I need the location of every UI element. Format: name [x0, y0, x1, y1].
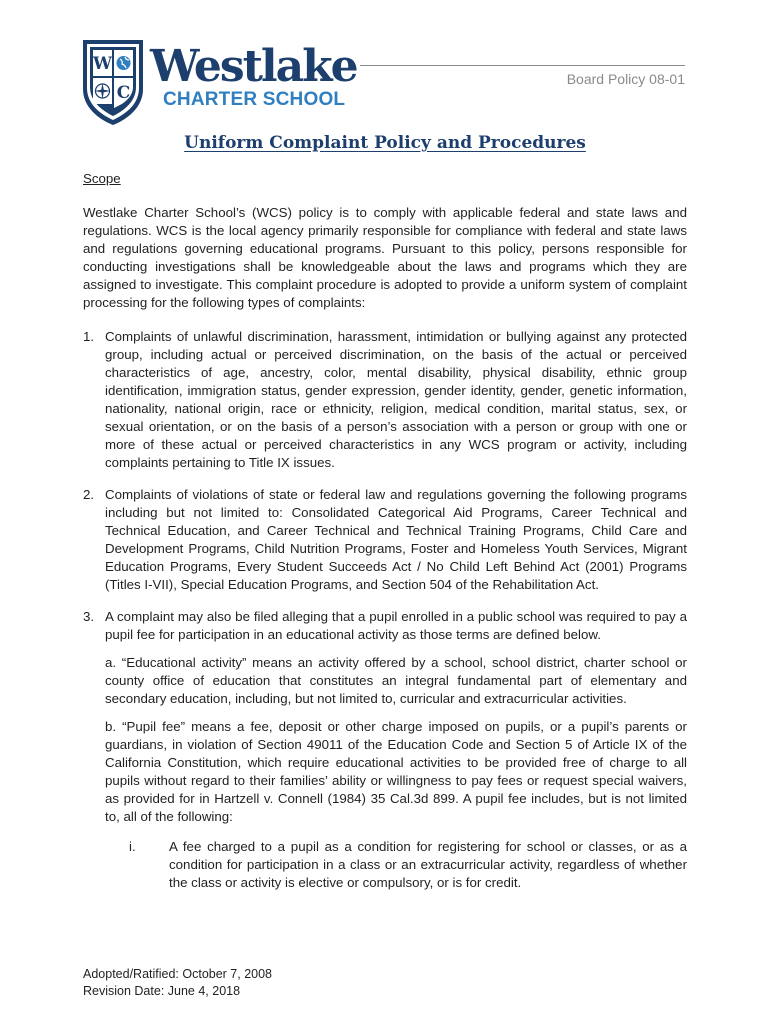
document-body [83, 170, 687, 906]
list-number: 3. [83, 609, 95, 624]
document-footer [83, 966, 272, 1000]
subitem-roman-numeral: i. [129, 839, 136, 854]
adopted-date: Adopted/Ratified: October 7, 2008 [83, 967, 273, 981]
document-title-text: Uniform Complaint Policy and Procedures [184, 133, 586, 153]
definition-pupil-fee: b. “Pupil fee” means a fee, deposit or other charge imposed on pupils, or a pupil’s parents or guardians, in violation of Section 49011 of the Education Code and Section 5 of Article IX of the California Constitution, which require educational activities to be provided free of charge to all pupils without regard to their families’ ability or willingness to pay fees or request special waivers, as provided for in Hartzell v. Connell (1984) 35 Cal.3d 899. A pupil fee includes, but is not limited to, all of the following: [105, 719, 687, 824]
header-divider [360, 65, 685, 66]
list-item-2 [83, 486, 687, 594]
shield-crest-icon [80, 37, 146, 127]
logo-wordmark: Westlake [150, 41, 357, 92]
list-item-3-content [105, 608, 687, 892]
list-item-text: Complaints of unlawful discrimination, harassment, intimidation or bullying against any protected group, including actual or perceived discrimination, on the basis of the actual or perceived characteristics of age, ancestry, color, mental disability, physical disability, ethnic group identification, immigration status, gender expression, gender identity, gender, genetic information, nationality, national origin, race or ethnicity, religion, medical condition, marital status, sex, or sexual orientation, or on the basis of a person’s association with a person or group with one or more of these actual or perceived characteristics in any WCS program or activity, including complaints pertaining to Title IX issues. [105, 329, 687, 470]
shield-letter-w: W [92, 54, 113, 74]
scope-heading: Scope [83, 171, 121, 186]
list-item-text: A complaint may also be filed alleging that a pupil enrolled in a public school was required to pay a pupil fee for participation in an educational activity as those terms are defined below. [105, 609, 687, 642]
subitem-text: A fee charged to a pupil as a condition for registering for school or classes, or as a condition for participation in a class or an extracurricular activity, regardless of whether the class or activity is elective or compulsory, or is for credit. [169, 839, 687, 890]
document-title [0, 133, 770, 153]
shield-letter-c: C [116, 83, 131, 103]
school-logo [80, 37, 360, 129]
intro-paragraph: Westlake Charter School’s (WCS) policy is to comply with applicable federal and state laws and regulations. WCS is the local agency primarily responsible for compliance with federal and state laws and regulations governing educational programs. Pursuant to this policy, persons responsible for conducting investigations shall be knowledgeable about the laws and programs which they are assigned to investigate. This complaint procedure is adopted to provide a uniform system of complaint processing for the following types of complaints: [83, 205, 687, 310]
revision-date: Revision Date: June 4, 2018 [83, 984, 241, 998]
logo-subtitle: CHARTER SCHOOL [163, 89, 346, 110]
policy-number: Board Policy 08-01 [566, 71, 685, 87]
list-number: 1. [83, 329, 95, 344]
list-item-1 [83, 328, 687, 472]
pupil-fee-subitem-i [105, 838, 687, 892]
definition-educational-activity: a. “Educational activity” means an activity offered by a school, school district, charter school or county office of education that constitutes an integral fundamental part of elementary and secondary education, including, but not limited to, curricular and extracurricular activities. [105, 655, 687, 706]
list-number: 2. [83, 487, 95, 502]
list-item-text: Complaints of violations of state or federal law and regulations governing the following programs including but not limited to: Consolidated Categorical Aid Programs, Career Technical and Technical Education, and Career Technical and Technical Training Programs, Child Care and Development Programs, Child Nutrition Programs, Foster and Homeless Youth Services, Migrant Education Programs, Every Student Succeeds Act / No Child Left Behind Act (2001) Programs (Titles I-VII), Special Education Programs, and Section 504 of the Rehabilitation Act. [105, 487, 687, 592]
list-item-3 [83, 608, 687, 892]
